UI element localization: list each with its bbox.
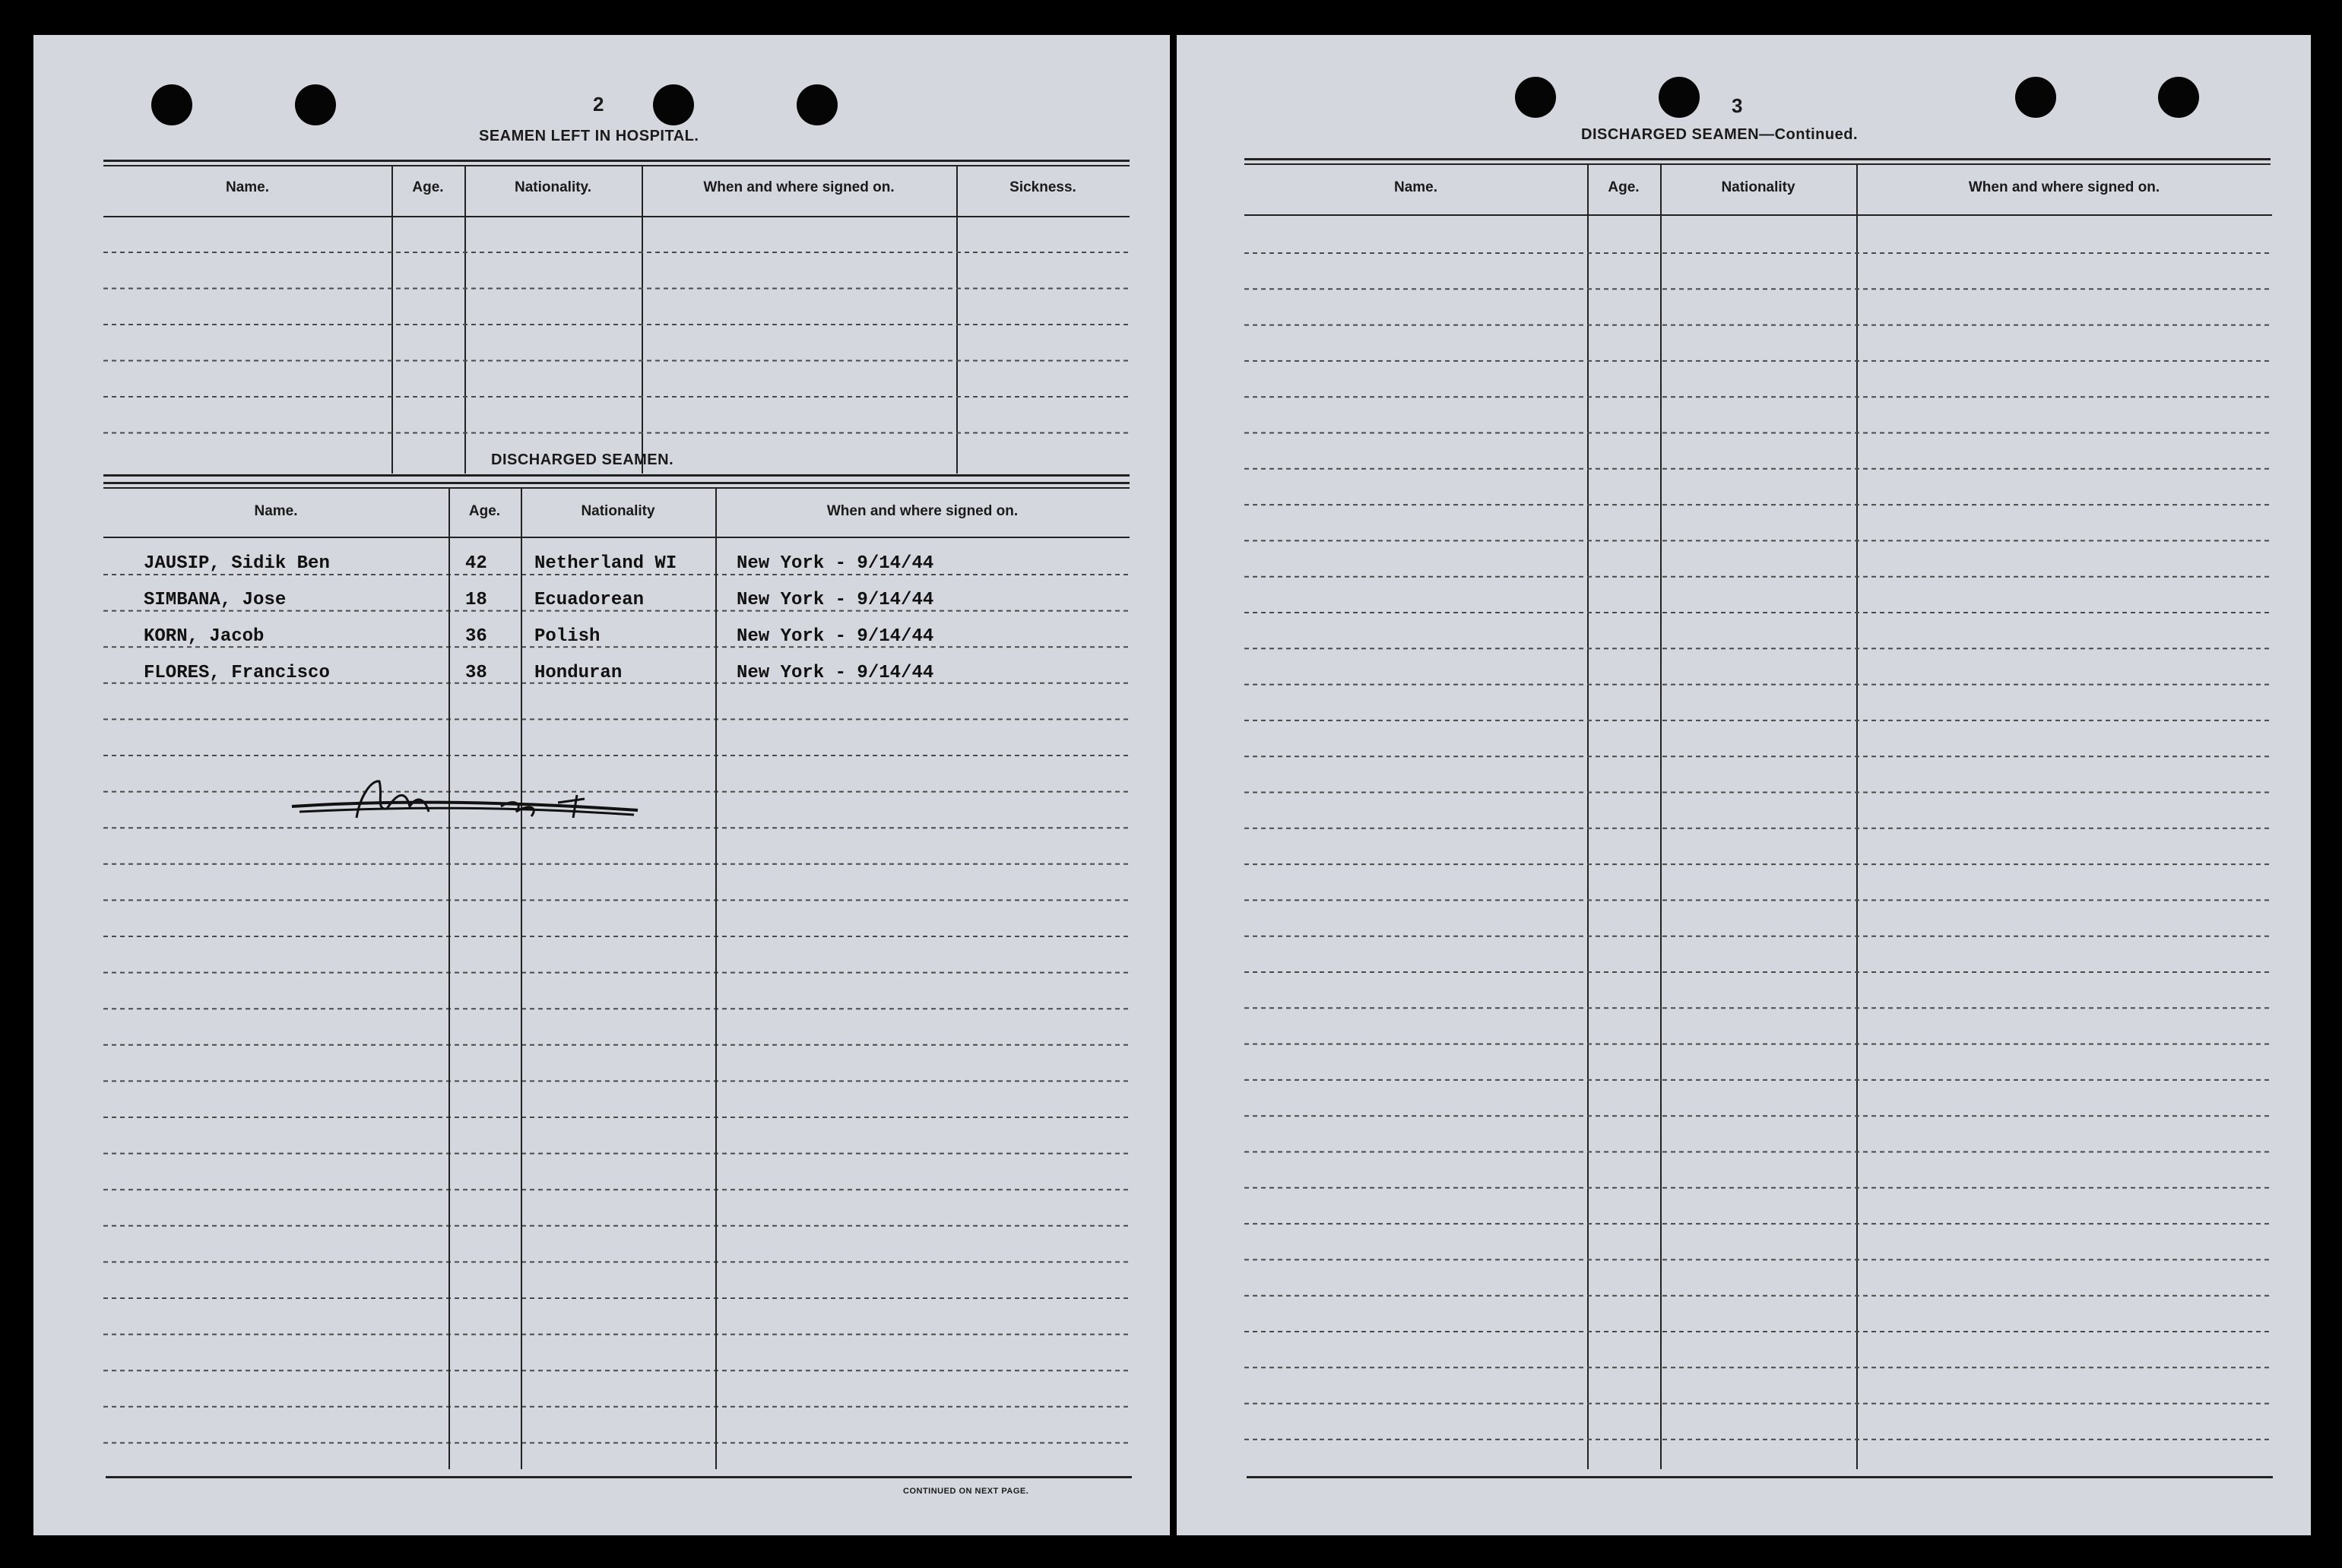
- row-nationality: Polish: [534, 626, 601, 647]
- page-number: 2: [593, 93, 604, 116]
- row-signed-on: New York - 9/14/44: [737, 663, 934, 683]
- hospital-col-nationality: Nationality.: [515, 179, 591, 195]
- column-divider: [521, 489, 522, 1469]
- right-col-signed-on: When and where signed on.: [1968, 179, 2160, 195]
- continued-note: CONTINUED ON NEXT PAGE.: [903, 1487, 1029, 1496]
- row-nationality: Honduran: [534, 663, 623, 683]
- row-name: SIMBANA, Jose: [144, 590, 287, 610]
- title-suffix: —Continued.: [1759, 126, 1859, 143]
- row-nationality: Ecuadorean: [534, 590, 645, 610]
- row-signed-on: New York - 9/14/44: [737, 553, 934, 574]
- row-nationality: Netherland WI: [534, 553, 677, 574]
- title-main: DISCHARGED SEAMEN: [1581, 126, 1760, 143]
- handwritten-scribble: [284, 765, 649, 841]
- right-page: [1177, 35, 2311, 1535]
- row-name: KORN, Jacob: [144, 626, 265, 647]
- row-signed-on: New York - 9/14/44: [737, 626, 934, 647]
- discharged-col-age: Age.: [468, 503, 501, 519]
- left-page: [33, 35, 1170, 1535]
- column-divider: [448, 489, 450, 1469]
- right-col-nationality: Nationality: [1721, 179, 1795, 195]
- page-number: 3: [1732, 94, 1743, 117]
- row-signed-on: New York - 9/14/44: [737, 590, 934, 610]
- section-rule: [103, 474, 1130, 477]
- hospital-col-name: Name.: [225, 179, 270, 195]
- table-bottom-rule: [106, 1476, 1132, 1478]
- column-divider: [715, 489, 717, 1469]
- hospital-section-title: SEAMEN LEFT IN HOSPITAL.: [479, 128, 699, 144]
- discharged-section-title: DISCHARGED SEAMEN.: [491, 451, 674, 468]
- hospital-col-age: Age.: [412, 179, 444, 195]
- discharged-col-name: Name.: [254, 503, 298, 519]
- discharged-col-signed-on: When and where signed on.: [826, 503, 1019, 519]
- row-age: 38: [465, 663, 487, 683]
- section-rule: [103, 487, 1130, 489]
- row-name: JAUSIP, Sidik Ben: [144, 553, 330, 574]
- row-age: 18: [465, 590, 487, 610]
- hospital-col-signed-on: When and where signed on.: [703, 179, 895, 195]
- header-rule: [103, 537, 1130, 538]
- hospital-col-sickness: Sickness.: [1009, 179, 1076, 195]
- section-rule: [103, 482, 1130, 484]
- discharged-col-nationality: Nationality: [581, 503, 655, 519]
- row-name: FLORES, Francisco: [144, 663, 330, 683]
- ruled-lines: [1177, 35, 2311, 1535]
- row-age: 36: [465, 626, 487, 647]
- table-bottom-rule: [1247, 1476, 2273, 1478]
- row-age: 42: [465, 553, 487, 574]
- right-col-name: Name.: [1393, 179, 1438, 195]
- right-col-age: Age.: [1608, 179, 1640, 195]
